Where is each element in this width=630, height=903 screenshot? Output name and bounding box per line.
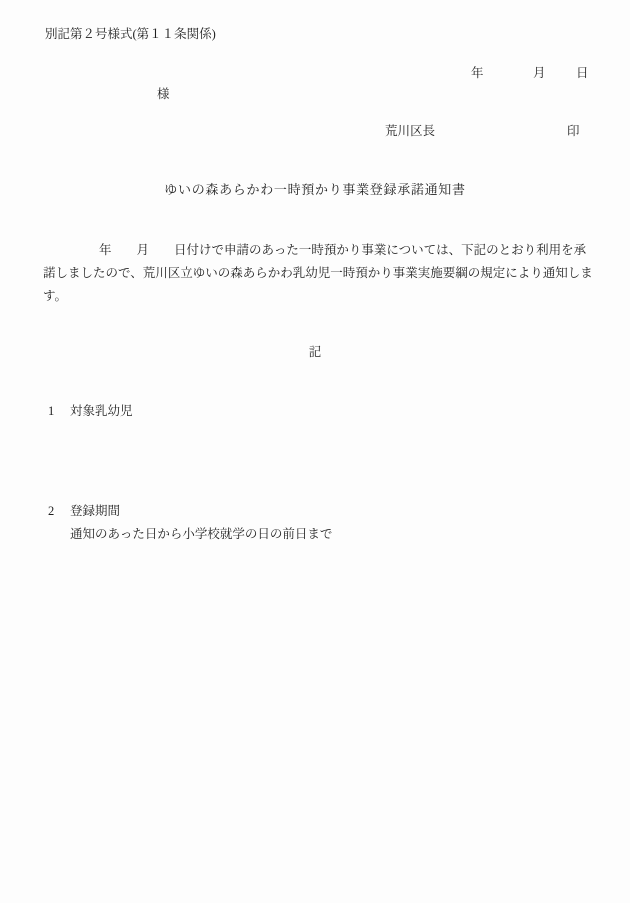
form-number: 別記第２号様式(第１１条関係) (45, 27, 216, 41)
sender-title: 荒川区長 (385, 124, 436, 138)
issue-date-year-label: 年 (471, 66, 484, 80)
body-paragraph-line: 年 月 日付けで申請のあった一時預かり事業については、下記のとおり利用を承 (99, 243, 587, 257)
document-title: ゆいの森あらかわ一時預かり事業登録承諾通知書 (164, 182, 466, 197)
body-paragraph-line: す。 (43, 289, 68, 303)
item-2-label: 登録期間 (70, 504, 121, 518)
body-paragraph-line: 諾しましたので、荒川区立ゆいの森あらかわ乳幼児一時預かり事業実施要綱の規定により通知しま (43, 266, 593, 280)
item-1-label: 対象乳幼児 (70, 404, 133, 418)
issue-date-month-label: 月 (533, 66, 546, 80)
issue-date-day-label: 日 (576, 66, 589, 80)
item-2-detail: 通知のあった日から小学校就学の日の前日まで (70, 527, 333, 541)
item-1-number: 1 (48, 404, 55, 418)
section-marker-ki: 記 (308, 345, 322, 359)
addressee-suffix: 様 (157, 87, 170, 101)
item-2-number: 2 (48, 504, 55, 518)
seal-placeholder: 印 (567, 124, 580, 138)
